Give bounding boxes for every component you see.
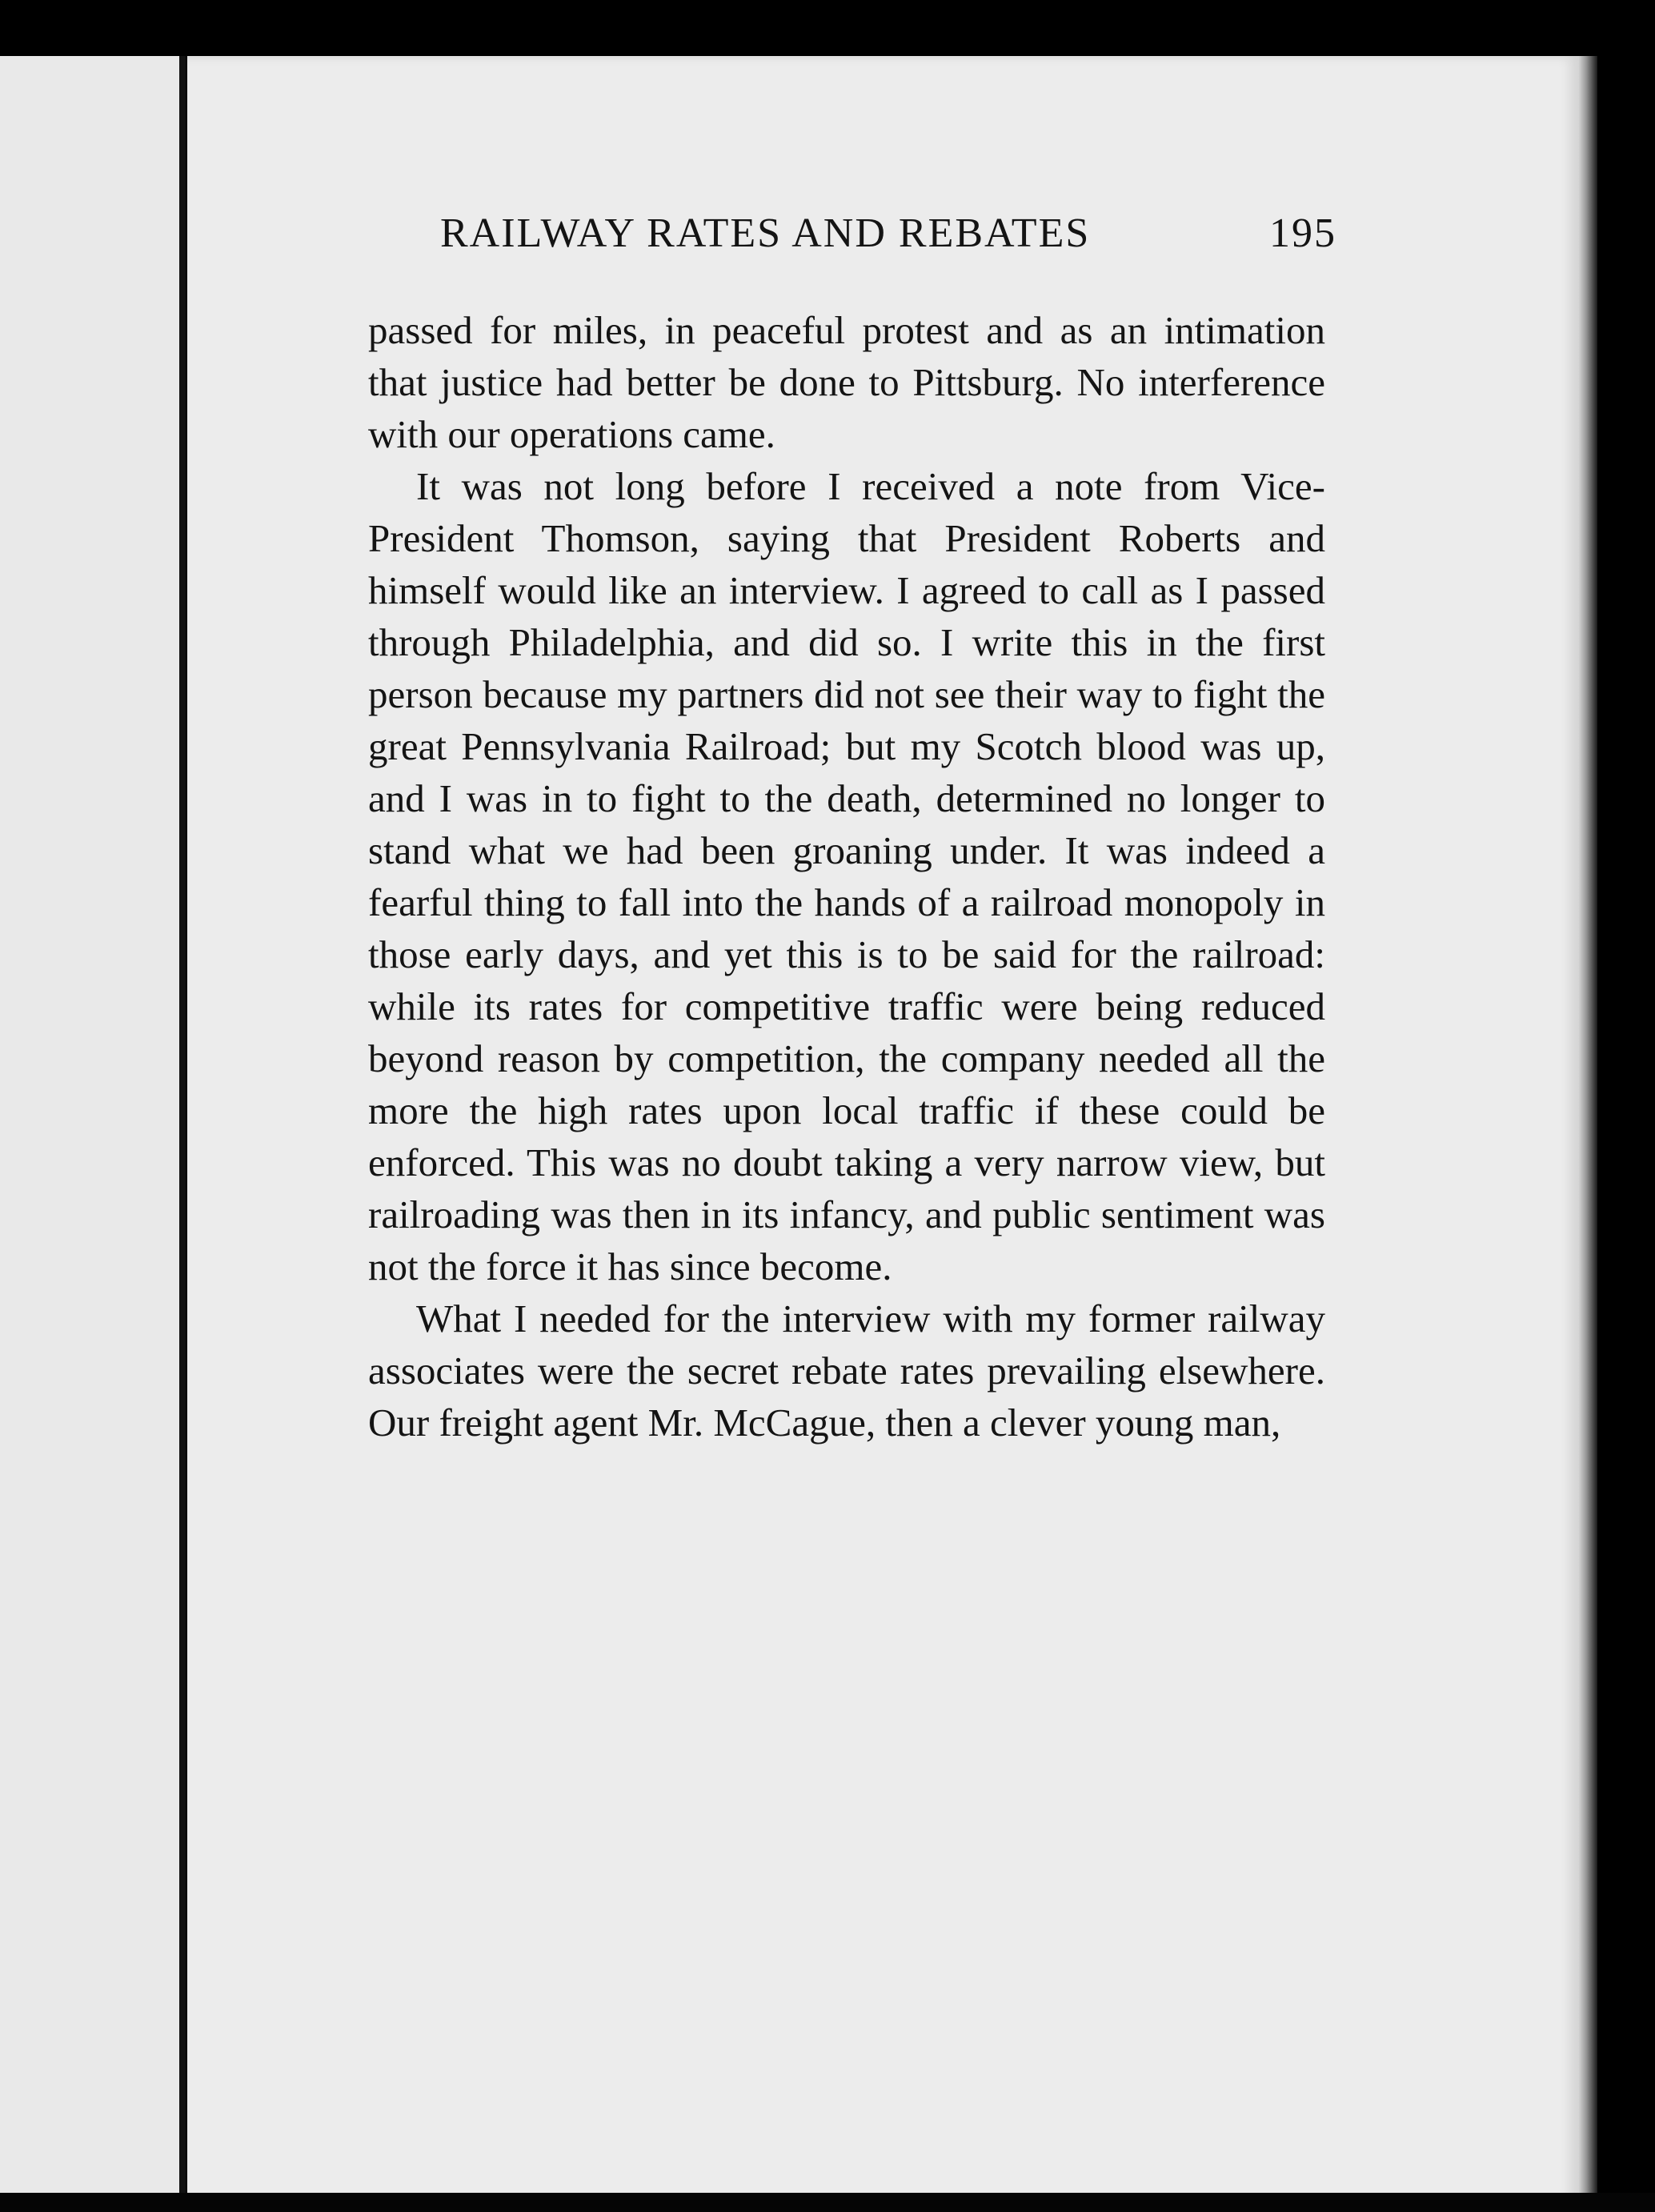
page-number: 195 xyxy=(1269,210,1336,256)
paragraph: It was not long before I received a note from Vice-President Thomson, saying that President Roberts and himself would like an interview. I agreed to call as I passed through Philadelphia, and did so. I write this in the first person because my partners did not see their way to fight the great Pennsylvania Railroad; but my Scotch blood was up, and I was in to fight to the death, determined no longer to stand what we had been groaning under. It was indeed a fearful thing to fall into the hands of a railroad monopoly in those early days, and yet this is to be said for the railroad: while its rates for competitive traffic were being reduced beyond reason by competition, the company needed all the more the high rates upon local traffic if these could be enforced. This was no doubt taking a very narrow view, but railroading was then in its infancy, and public sentiment was not the force it has since become. xyxy=(368,464,1325,1288)
running-head xyxy=(440,210,1336,266)
scan-bottom-edge xyxy=(0,2193,1655,2212)
facing-page-edge xyxy=(0,56,182,2201)
paragraph-continued: passed for miles, in peaceful protest and as an intimation that justice had better be done to Pittsburg. No interference with our operations came. xyxy=(368,308,1325,456)
book-gutter xyxy=(179,56,186,2201)
running-head-title: RAILWAY RATES AND REBATES xyxy=(440,210,1091,256)
body-text xyxy=(368,304,1325,1449)
page-fore-edge xyxy=(1578,56,1597,2201)
paragraph: What I needed for the interview with my former railway associates were the secret rebate rates prevailing elsewhere. Our freight agent Mr. McCague, then a clever young man, xyxy=(368,1296,1325,1445)
